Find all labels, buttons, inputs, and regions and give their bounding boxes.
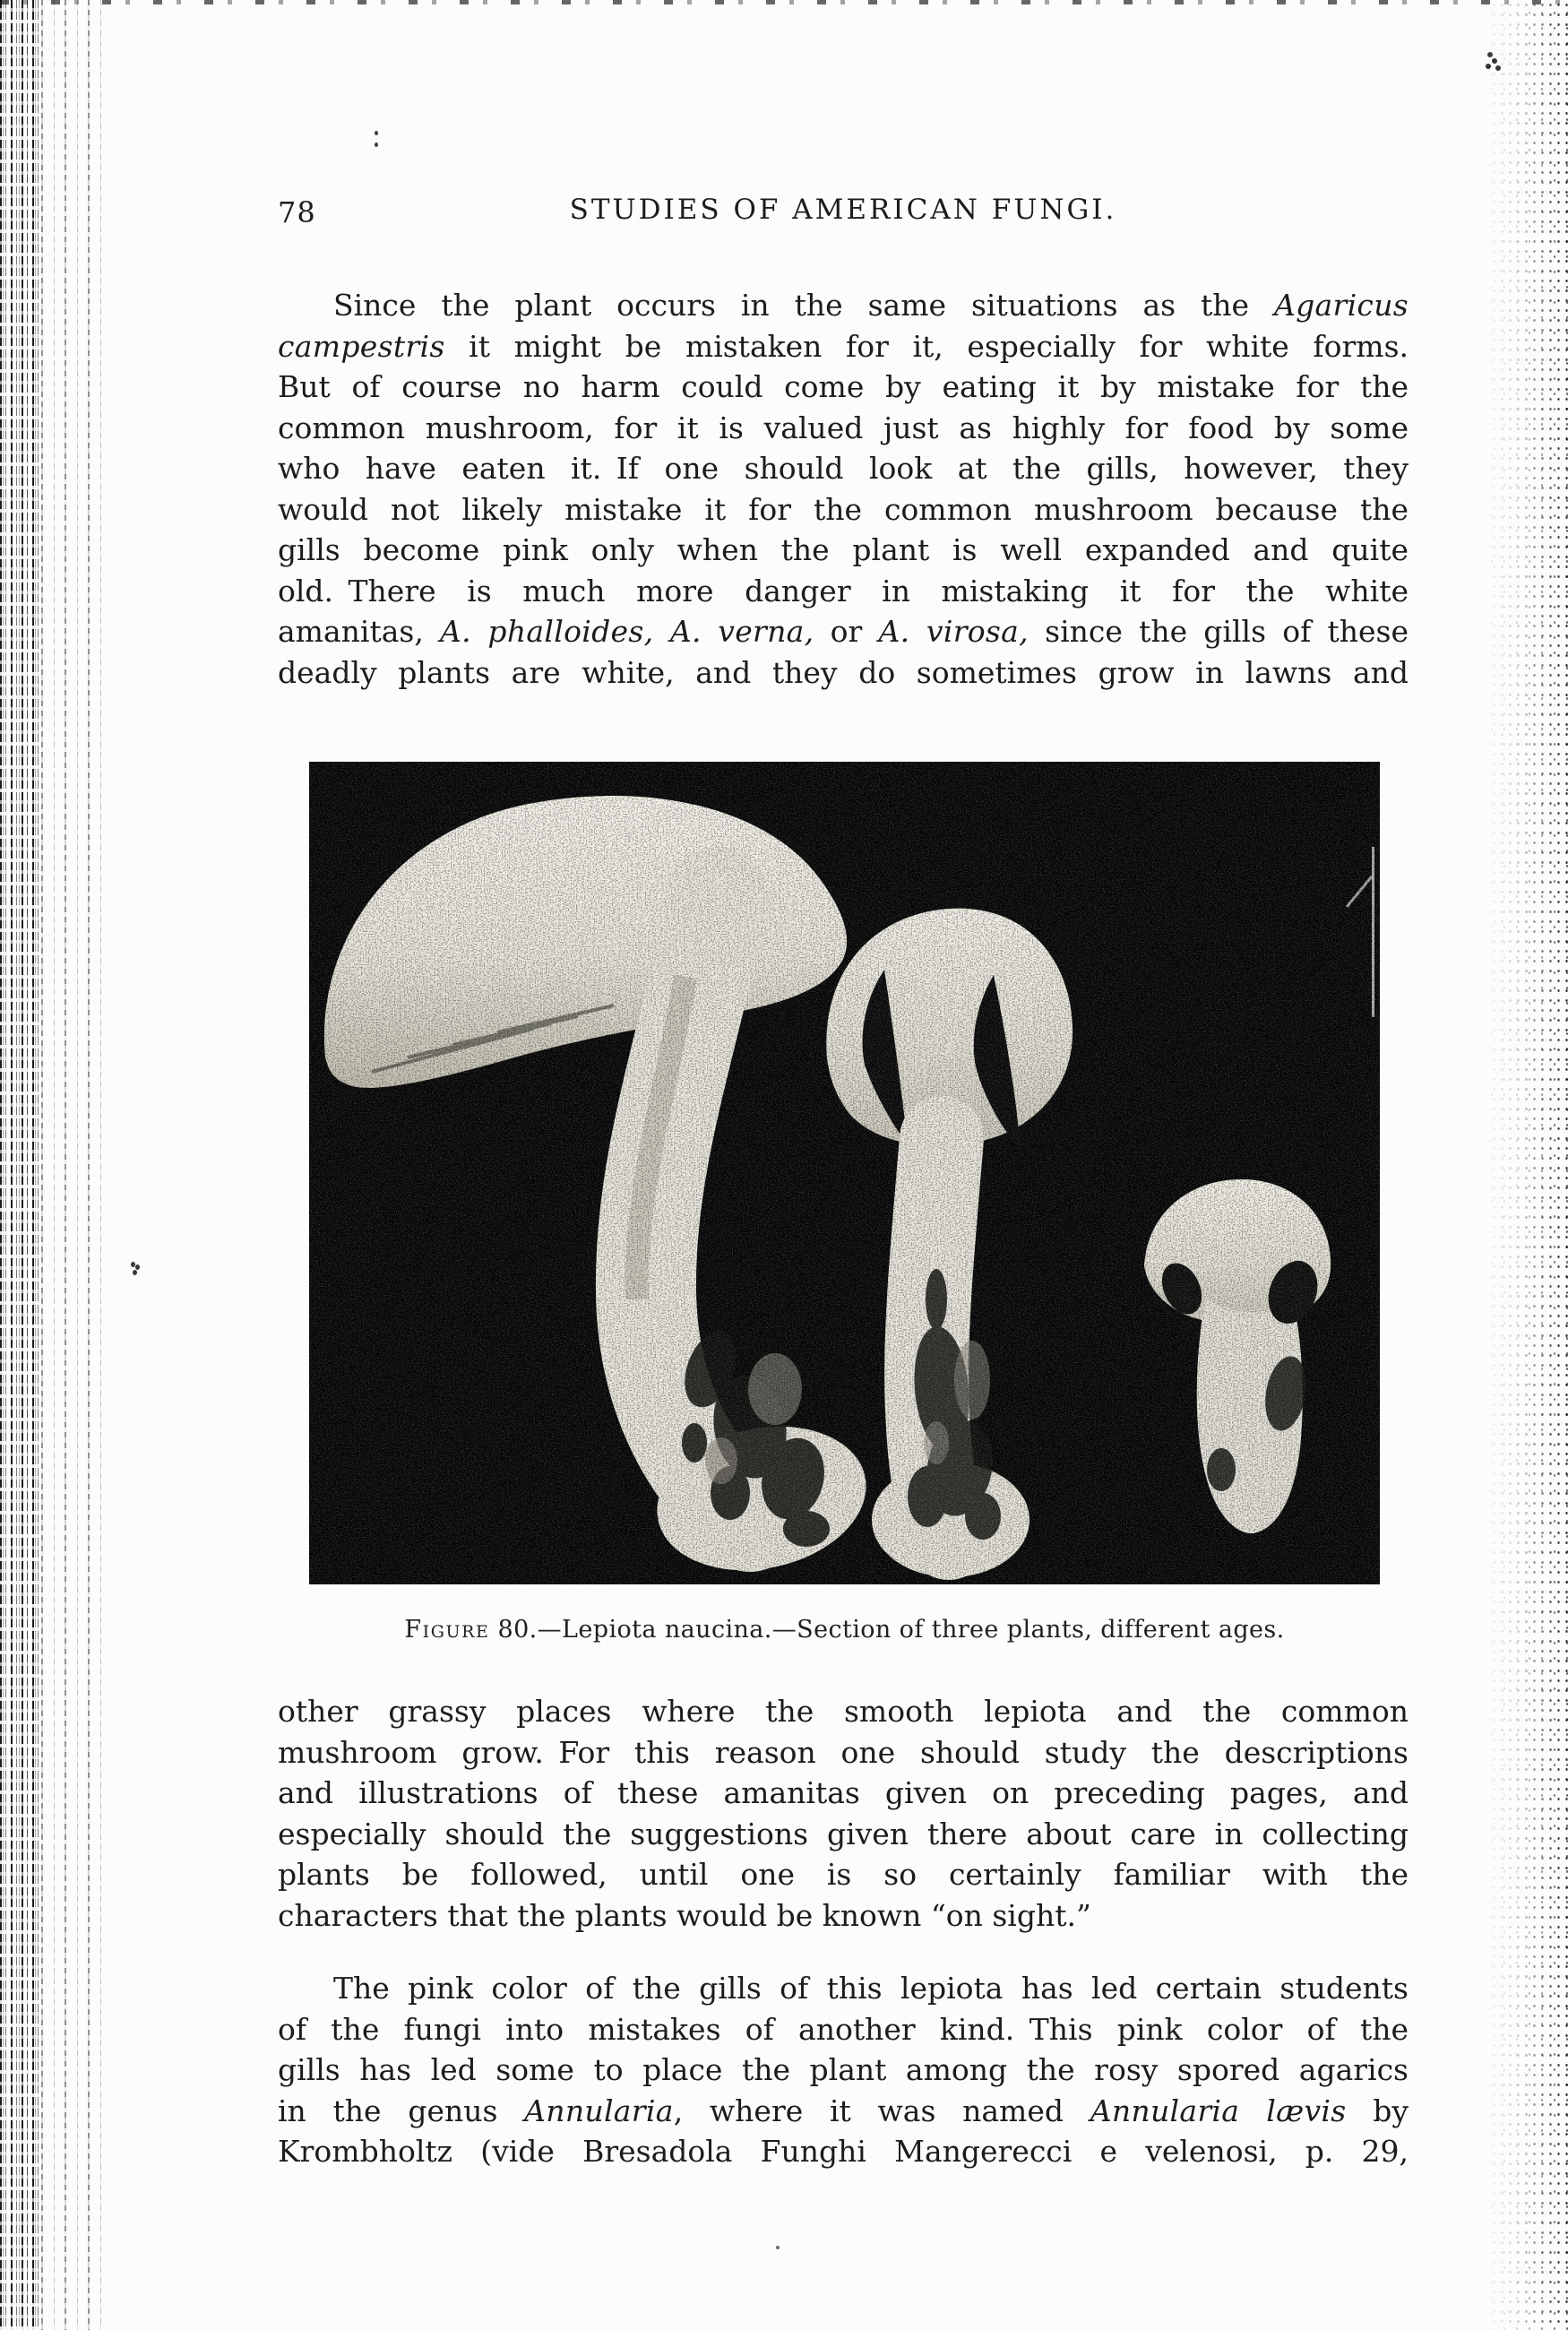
text-line: But of course no harm could come by eating it by mistake for the bbox=[278, 369, 1409, 404]
paragraph bbox=[278, 1691, 1409, 1936]
scan-artifact-right-speckle bbox=[1482, 0, 1568, 2330]
text-line: deadly plants are white, and they do sometimes grow in lawns and bbox=[278, 654, 1409, 690]
figure-photo-svg bbox=[309, 762, 1380, 1584]
figure-photo bbox=[309, 762, 1380, 1584]
scan-speck bbox=[776, 2246, 780, 2249]
figure-caption-text: 80.—Lepiota naucina.—Section of three plants, different ages. bbox=[489, 1616, 1285, 1644]
text-line: gills become pink only when the plant is well expanded and quite bbox=[278, 532, 1409, 567]
page-header bbox=[278, 194, 1409, 235]
figure-caption-label: Figure bbox=[404, 1616, 490, 1644]
text-line: characters that the plants would be known “on sight.” bbox=[278, 1897, 1091, 1933]
paragraph bbox=[278, 285, 1409, 693]
text-line: The pink color of the gills of this lepiota has led certain students bbox=[333, 1971, 1409, 2006]
scan-speck bbox=[375, 131, 378, 135]
text-line: amanitas, A. phalloides, A. verna, or A. virosa, since the gills of these bbox=[278, 614, 1409, 649]
text-line: in the genus Annularia, where it was named Annularia lævis by bbox=[278, 2093, 1409, 2128]
text-line: Since the plant occurs in the same situations as the Agaricus bbox=[333, 288, 1409, 323]
scan-artifact-left-band bbox=[0, 0, 41, 2330]
photo-grain-dark bbox=[309, 762, 1380, 1584]
text-line: mushroom grow. For this reason one should study the descriptions bbox=[278, 1734, 1409, 1770]
text-line: common mushroom, for it is valued just as highly for food by some bbox=[278, 410, 1409, 445]
text-line: old. There is much more danger in mistaking it for the white bbox=[278, 573, 1409, 608]
figure-caption bbox=[309, 1616, 1380, 1644]
text-line: and illustrations of these amanitas given on preceding pages, and bbox=[278, 1775, 1409, 1810]
text-line: of the fungi into mistakes of another kind. This pink color of the bbox=[278, 2011, 1409, 2047]
running-title: STUDIES OF AMERICAN FUNGI. bbox=[569, 194, 1117, 226]
text-line: campestris it might be mistaken for it, especially for white forms. bbox=[278, 328, 1409, 364]
text-line: gills has led some to place the plant among the rosy spored agarics bbox=[278, 2052, 1409, 2087]
text-line: plants be followed, until one is so certainly familiar with the bbox=[278, 1857, 1409, 1892]
text-line: especially should the suggestions given there about care in collecting bbox=[278, 1816, 1409, 1851]
scan-artifact-top-edge bbox=[0, 0, 1568, 4]
text-line: Krombholtz (vide Bresadola Funghi Mangerecci e velenosi, p. 29, bbox=[278, 2134, 1409, 2169]
text-line: other grassy places where the smooth lepiota and the common bbox=[278, 1694, 1409, 1729]
scan-artifact-left-band-outer bbox=[41, 0, 106, 2330]
text-line: who have eaten it. If one should look at the gills, however, they bbox=[278, 451, 1409, 486]
page-number: 78 bbox=[278, 195, 316, 229]
paragraph bbox=[278, 1968, 1409, 2172]
scan-speck bbox=[131, 1262, 135, 1267]
text-line: would not likely mistake it for the common mushroom because the bbox=[278, 491, 1409, 527]
